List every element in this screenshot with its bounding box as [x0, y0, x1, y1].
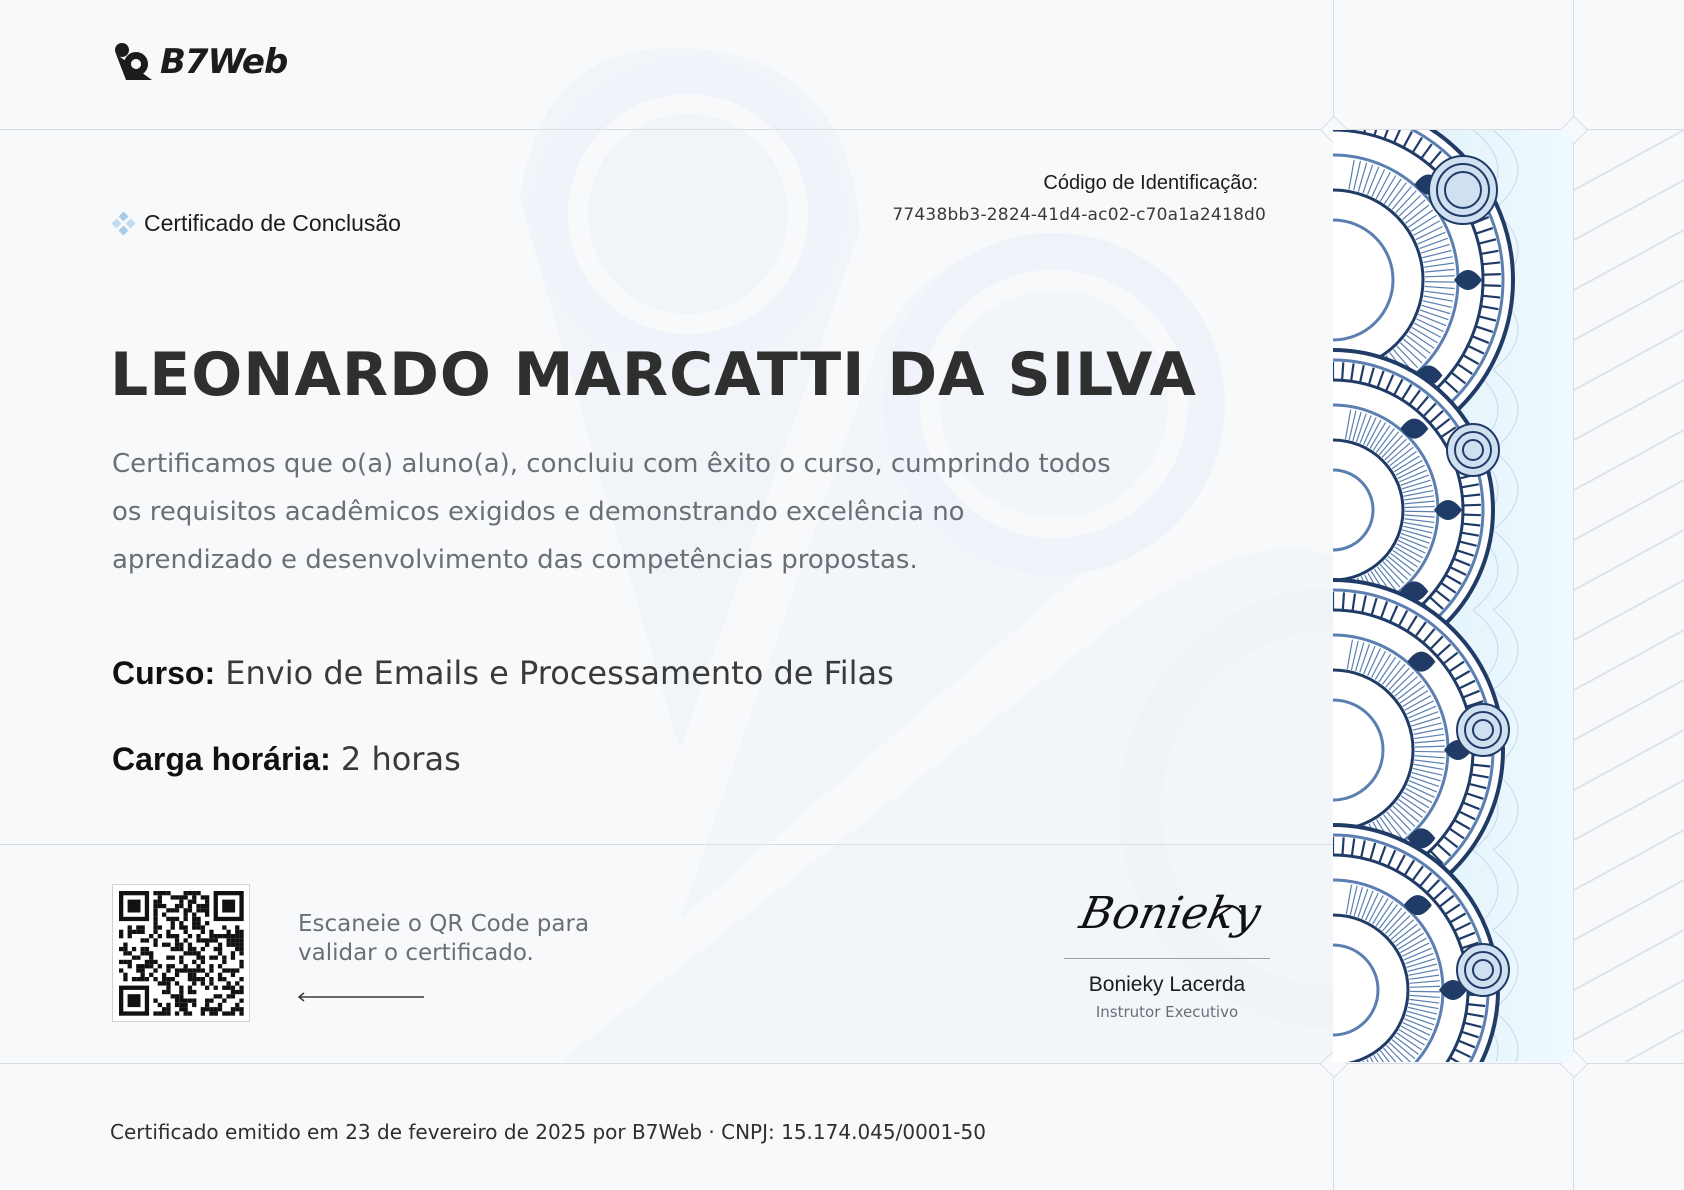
- student-name: LEONARDO MARCATTI DA SILVA: [110, 340, 1197, 410]
- divider-bottom: [0, 1063, 1684, 1064]
- svg-text:Bonieky: Bonieky: [1075, 888, 1265, 939]
- certificate-label: [112, 210, 401, 237]
- identification-title: Código de Identificação:: [1043, 172, 1258, 194]
- brand-name: B7Web: [160, 42, 288, 82]
- course-value: Envio de Emails e Processamento de Filas: [225, 654, 894, 692]
- course-row: [112, 654, 894, 692]
- brand-logo: [112, 40, 287, 84]
- decorative-mandala-panel: [1333, 130, 1573, 1062]
- signature-block: [1064, 880, 1270, 1021]
- divider-middle: [0, 844, 1333, 845]
- issue-footer: Certificado emitido em 23 de fevereiro de 2025 por B7Web · CNPJ: 15.174.045/0001-50: [110, 1120, 986, 1144]
- handwritten-signature: [1064, 880, 1270, 950]
- identification-block: [846, 172, 1266, 225]
- qr-instructions: Escaneie o QR Code para validar o certificado.: [298, 911, 590, 966]
- hours-label: Carga horária:: [112, 741, 331, 777]
- course-label: Curso:: [112, 655, 216, 691]
- hours-value: 2 horas: [340, 740, 461, 778]
- signature-line: [1064, 958, 1270, 959]
- signer-role: Instrutor Executivo: [1095, 1003, 1239, 1021]
- signer-name: Bonieky Lacerda: [1088, 973, 1246, 996]
- diamond-cluster-icon: [112, 212, 136, 236]
- certificate-label-text: Certificado de Conclusão: [144, 210, 401, 236]
- identification-code: 77438bb3-2824-41d4-ac02-c70a1a2418d0: [892, 205, 1266, 225]
- hours-row: [112, 740, 461, 778]
- qr-code-icon[interactable]: [112, 884, 250, 1022]
- b7web-logo-icon: [112, 40, 156, 84]
- certificate-statement: Certificamos que o(a) aluno(a), concluiu com êxito o curso, cumprindo todos os requisitos acadêmicos exigidos e demonstrando excelência no aprendizado e desenvolvimento das competências propostas.: [112, 449, 1111, 575]
- decorative-hatch-panel: [1574, 130, 1684, 1062]
- arrow-left-icon: [296, 990, 426, 1004]
